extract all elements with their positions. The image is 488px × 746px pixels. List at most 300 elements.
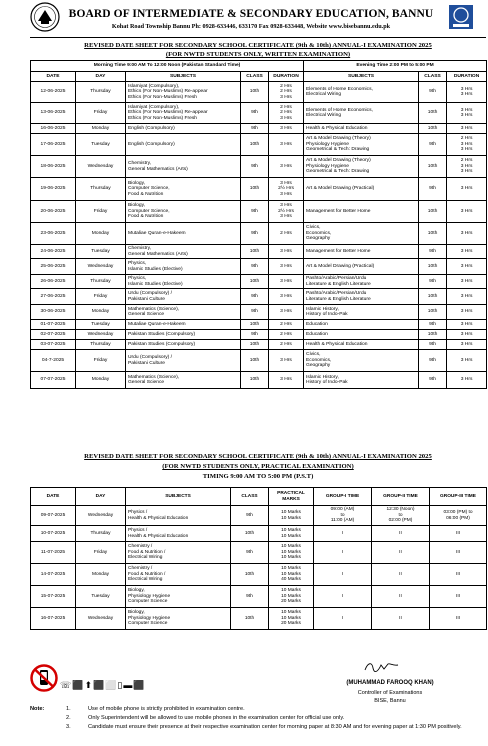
group-3-slot: III	[430, 542, 487, 564]
evening-duration	[447, 124, 487, 134]
no-mobile-phone-icon	[30, 664, 58, 692]
col-header: SUBJECTS	[304, 72, 419, 82]
practical-class: 10th	[231, 564, 269, 586]
morning-duration	[269, 350, 304, 372]
footer-icons	[30, 664, 146, 694]
group-2-time	[372, 506, 430, 526]
morning-subjects-line: General Mathematics (Arts)	[128, 251, 188, 257]
practical-marks	[269, 542, 314, 564]
exam-day: Monday	[76, 124, 126, 134]
evening-subjects-line: Geometrical & Tech: Drawing	[306, 169, 370, 175]
table-row	[31, 289, 487, 305]
table-row	[31, 320, 487, 330]
evening-subjects-line: History of Indo-Pak	[306, 380, 348, 385]
evening-subjects-line: Economics,	[306, 357, 332, 363]
practical-subjects	[126, 586, 231, 608]
morning-class: 10th	[241, 245, 269, 259]
table-header-row	[31, 72, 487, 82]
table-row	[31, 340, 487, 350]
evening-subjects-line: Health & Physical Education	[306, 341, 368, 347]
col-header: DATE	[31, 488, 76, 506]
morning-duration-line: 2½ Hrs	[278, 208, 294, 214]
practical-class: 10th	[231, 526, 269, 542]
practical-subtitle: (FOR NWTD STUDENTS ONLY, PRACTICAL EXAMINATION)	[162, 463, 354, 470]
evening-subjects	[304, 82, 419, 103]
table-row	[31, 259, 487, 275]
practical-class: 10th	[231, 608, 269, 630]
morning-duration-line: 3 Hrs	[280, 94, 292, 100]
col-header: CLASS	[419, 72, 447, 82]
evening-duration	[447, 372, 487, 389]
col-header: DURATION	[269, 72, 304, 82]
morning-duration-line: 3 Hrs	[280, 163, 292, 169]
morning-subjects	[126, 320, 241, 330]
evening-subjects-line: Management for Better Home	[306, 248, 371, 254]
evening-duration-line: 2 Hrs	[460, 136, 473, 142]
practical-subjects	[126, 542, 231, 564]
exam-date: 23-06-2025	[31, 223, 76, 245]
practical-marks-line: 40 Marks	[281, 577, 301, 583]
morning-duration	[269, 340, 304, 350]
practical-marks-line: 10 Marks	[281, 593, 301, 599]
evening-duration	[447, 223, 487, 245]
morning-subjects-line: Islamiyat (Compulsory),	[128, 104, 180, 110]
exam-day: Wednesday	[76, 330, 126, 340]
evening-subjects-line: Electrical Wiring	[306, 92, 342, 97]
evening-subjects-line: History of Indo-Pak	[306, 312, 348, 317]
col-header: DURATION	[447, 72, 487, 82]
evening-subjects-line: Physiology Hygiene	[306, 141, 349, 147]
table-row	[31, 330, 487, 340]
evening-duration-line: 3 Hrs	[460, 169, 473, 175]
evening-subjects-line: Health & Physical Education	[306, 125, 368, 131]
exam-date: 26-06-2025	[31, 275, 76, 289]
group-2-time-line: 12:30 (Noon)	[386, 507, 415, 513]
evening-duration	[447, 340, 487, 350]
controller-name: (MUHAMMAD FAROOQ KHAN)	[346, 680, 434, 686]
evening-subjects-line: Geometrical & Tech: Drawing	[306, 147, 370, 153]
evening-subjects-line: Civics,	[306, 225, 321, 231]
practical-marks-line: 10 Marks	[281, 555, 301, 561]
exam-date: 14-07-2025	[31, 564, 76, 586]
exam-date: 02-07-2025	[31, 330, 76, 340]
exam-date: 12-06-2025	[31, 82, 76, 103]
practical-subjects	[126, 526, 231, 542]
evening-subjects-line: Islamic History,	[306, 306, 339, 312]
exam-date: 24-06-2025	[31, 245, 76, 259]
morning-duration-line: 3 Hrs	[280, 357, 292, 363]
morning-subjects-line: Physics,	[128, 276, 147, 282]
morning-class: 9th	[241, 289, 269, 305]
morning-class: 10th	[241, 275, 269, 289]
morning-subjects-line: Islamic Studies (Elective)	[128, 281, 183, 287]
morning-duration	[269, 320, 304, 330]
evening-subjects-line: Elements of Home Economics,	[306, 107, 373, 113]
evening-subjects	[304, 350, 419, 372]
exam-day: Thursday	[76, 340, 126, 350]
morning-subjects-line: Pakistan Studies (Compulsory)	[128, 341, 196, 347]
morning-class: 9th	[241, 223, 269, 245]
exam-day: Monday	[76, 564, 126, 586]
morning-duration-line: 2 Hrs	[280, 89, 292, 95]
evening-subjects-line: Physiology Hygiene	[306, 163, 349, 169]
header-divider	[30, 37, 486, 38]
table-row	[31, 103, 487, 124]
morning-subjects-line: Food & Nutrition	[128, 191, 164, 197]
exam-date: 15-07-2025	[31, 586, 76, 608]
note-text: Candidate must ensure their presence at their respective examination center for morning paper at 8:30 AM and for evening paper at 1:30 PM positively.	[88, 724, 462, 730]
col-header: GROUP-II TIME	[372, 488, 430, 506]
evening-class: 9th	[419, 178, 447, 201]
group-2-time-line: 02:00 (PM)	[388, 518, 413, 524]
exam-date: 20-06-2025	[31, 201, 76, 223]
exam-day: Thursday	[76, 82, 126, 103]
board-logo-icon	[30, 2, 60, 32]
evening-duration-line: 3 Hrs	[460, 208, 473, 214]
table-row	[31, 124, 487, 134]
table-row	[31, 223, 487, 245]
morning-class: 9th	[241, 259, 269, 275]
morning-subjects	[126, 82, 241, 103]
col-header: GROUP-III TIME	[430, 488, 487, 506]
morning-subjects-line: Biology,	[128, 203, 146, 209]
group-1-time	[314, 506, 372, 526]
morning-subjects-line: Ethics (For Non-Muslims) Re-appear	[128, 89, 208, 95]
morning-duration	[269, 259, 304, 275]
evening-subjects	[304, 245, 419, 259]
morning-duration	[269, 134, 304, 156]
practical-subjects-line: Food & Nutrition /	[128, 549, 166, 555]
evening-class: 10th	[419, 223, 447, 245]
morning-class: 10th	[241, 82, 269, 103]
morning-subjects-line: Food & Nutrition	[128, 214, 164, 220]
morning-duration-line: 3 Hrs	[280, 263, 292, 269]
group-1-slot: I	[314, 608, 372, 630]
controller-board: BISE, Bannu	[374, 698, 406, 704]
morning-duration-line: 2 Hrs	[280, 110, 292, 116]
table-row	[31, 526, 487, 542]
exam-date: 04-7-2025	[31, 350, 76, 372]
practical-marks-line: 10 Marks	[281, 566, 301, 572]
morning-subjects-line: Computer Science,	[128, 208, 170, 214]
morning-class: 9th	[241, 156, 269, 178]
practical-marks-line: 20 Marks	[281, 599, 301, 605]
evening-duration-line: 3 Hrs	[460, 141, 473, 147]
evening-subjects-line: Islamic History,	[306, 374, 339, 380]
evening-subjects-line: Literature & English Literature	[306, 281, 371, 287]
exam-day: Tuesday	[76, 320, 126, 330]
morning-subjects	[126, 330, 241, 340]
evening-subjects-line: Electrical Wiring	[306, 113, 342, 118]
evening-duration	[447, 82, 487, 103]
evening-class: 10th	[419, 330, 447, 340]
practical-title: REVISED DATE SHEET FOR SECONDARY SCHOOL CERTIFICATE (9th & 10th) ANNUAL-I EXAMINATION 2025	[84, 453, 432, 460]
evening-duration	[447, 350, 487, 372]
practical-subjects-line: Physics /	[128, 510, 148, 516]
morning-subjects-line: Mathematics (Science),	[128, 306, 180, 312]
morning-subjects-line: Ethics (For Non-Muslims) Fresh	[128, 115, 198, 121]
morning-subjects-line: General Mathematics (Arts)	[128, 166, 188, 172]
evening-duration	[447, 201, 487, 223]
evening-class: 10th	[419, 289, 447, 305]
group-1-time-line: 11:00 (AM)	[330, 518, 355, 524]
morning-subjects-line: Mutaliae Quran-e-Hakeem	[128, 230, 186, 236]
evening-duration-line: 3 Hrs	[460, 86, 473, 92]
certification-logo-icon	[448, 4, 474, 30]
group-2-slot: II	[372, 586, 430, 608]
evening-subjects	[304, 320, 419, 330]
prohibited-items-symbols: ☏⬛⬆⬛⬜▯▬⬛	[60, 680, 146, 690]
evening-subjects	[304, 178, 419, 201]
practical-subjects-line: Health & Physical Education	[128, 533, 189, 539]
exam-day: Wednesday	[76, 156, 126, 178]
morning-subjects-line: Urdu (Compulsory) /	[128, 291, 173, 297]
morning-subjects	[126, 103, 241, 124]
evening-subjects	[304, 103, 419, 124]
evening-subjects	[304, 259, 419, 275]
evening-duration-line: 3 Hrs	[460, 230, 473, 236]
evening-duration-line: 3 Hrs	[460, 309, 473, 315]
morning-duration-line: 2 Hrs	[280, 83, 292, 89]
evening-subjects	[304, 223, 419, 245]
evening-duration-line: 3 Hrs	[460, 186, 473, 192]
table-row	[31, 156, 487, 178]
exam-day: Friday	[76, 542, 126, 564]
group-2-slot: II	[372, 526, 430, 542]
evening-subjects	[304, 134, 419, 156]
evening-duration-line: 3 Hrs	[460, 125, 473, 131]
evening-class: 10th	[419, 124, 447, 134]
evening-duration-line: 3 Hrs	[460, 248, 473, 254]
evening-subjects-line: Economics,	[306, 230, 332, 236]
group-1-slot: I	[314, 564, 372, 586]
practical-marks-line: 10 Marks	[281, 610, 301, 616]
exam-date: 27-06-2025	[31, 289, 76, 305]
morning-subjects-line: Pakistani Culture	[128, 360, 165, 366]
morning-duration-line: 3 Hrs	[280, 191, 292, 197]
morning-class: 9th	[241, 201, 269, 223]
group-1-time-line: to	[340, 512, 345, 518]
evening-duration	[447, 245, 487, 259]
table-row	[31, 564, 487, 586]
practical-timing: TIMING 9:00 AM TO 5:00 PM (P.S.T)	[202, 473, 314, 480]
practical-subjects-line: Physics /	[128, 528, 148, 534]
morning-subjects-line: General Science	[128, 312, 165, 317]
evening-duration	[447, 320, 487, 330]
morning-duration	[269, 82, 304, 103]
morning-class: 10th	[241, 320, 269, 330]
exam-day: Tuesday	[76, 586, 126, 608]
morning-subjects-line: Physics,	[128, 261, 147, 267]
exam-date: 16-06-2025	[31, 124, 76, 134]
morning-duration	[269, 103, 304, 124]
table-row	[31, 82, 487, 103]
exam-day: Tuesday	[76, 134, 126, 156]
morning-duration-line: 2 Hrs	[280, 341, 292, 347]
evening-subjects-line: Art & Model Drawing (Theory)	[306, 158, 371, 164]
morning-class: 10th	[241, 350, 269, 372]
evening-duration	[447, 178, 487, 201]
evening-duration	[447, 305, 487, 320]
practical-marks-line: 20 Marks	[281, 621, 301, 627]
evening-subjects	[304, 124, 419, 134]
practical-subjects-line: Biology,	[128, 588, 145, 594]
note-number: 3.	[66, 724, 71, 730]
controller-signature-icon	[362, 660, 402, 674]
col-header: CLASS	[241, 72, 269, 82]
evening-duration-line: 3 Hrs	[460, 147, 473, 153]
evening-subjects-line: Art & Model Drawing (Theory)	[306, 136, 371, 142]
morning-subjects	[126, 289, 241, 305]
morning-subjects	[126, 201, 241, 223]
note-text: Only Superintendent will be allowed to use mobile phones in the examination center for official use only.	[88, 715, 345, 721]
evening-class: 9th	[419, 245, 447, 259]
practical-class: 9th	[231, 542, 269, 564]
morning-duration	[269, 178, 304, 201]
practical-marks-line: 10 Marks	[281, 533, 301, 539]
exam-date: 09-07-2025	[31, 506, 76, 526]
practical-subjects	[126, 608, 231, 630]
exam-day: Monday	[76, 223, 126, 245]
group-3-time-line: 06:00 (PM)	[446, 515, 470, 521]
group-3-time	[430, 506, 487, 526]
practical-subjects-line: Computer Science	[128, 599, 168, 605]
col-header: SUBJECTS	[126, 72, 241, 82]
table-header-row	[31, 488, 487, 506]
evening-subjects	[304, 372, 419, 389]
evening-duration-line: 3 Hrs	[460, 263, 473, 269]
exam-day: Wednesday	[76, 506, 126, 526]
practical-marks	[269, 526, 314, 542]
evening-subjects-line: Management for Better Home	[306, 208, 371, 214]
morning-subjects-line: Urdu (Compulsory) /	[128, 355, 173, 361]
practical-subjects-line: Biology,	[128, 610, 145, 616]
evening-subjects	[304, 201, 419, 223]
evening-subjects-line: Literature & English Literature	[306, 296, 371, 302]
evening-class: 9th	[419, 320, 447, 330]
table-row	[31, 350, 487, 372]
morning-subjects-line: Ethics (For Non-Muslims) Re-appear	[128, 110, 208, 116]
col-header: DATE	[31, 72, 76, 82]
morning-subjects-line: Mutaliae Quran-e-Hakeem	[128, 321, 186, 327]
practical-marks	[269, 564, 314, 586]
morning-subjects	[126, 350, 241, 372]
col-header: SUBJECTS	[126, 488, 231, 506]
evening-duration-line: 3 Hrs	[460, 341, 473, 347]
morning-duration-line: 3 Hrs	[280, 278, 292, 284]
group-1-slot: I	[314, 526, 372, 542]
morning-subjects	[126, 259, 241, 275]
practical-subjects-line: Food & Nutrition /	[128, 571, 166, 577]
group-2-slot: II	[372, 608, 430, 630]
evening-duration	[447, 259, 487, 275]
group-1-slot: I	[314, 586, 372, 608]
exam-day: Monday	[76, 305, 126, 320]
evening-subjects	[304, 275, 419, 289]
morning-subjects-line: English (Compulsory)	[128, 141, 175, 147]
evening-duration-line: 3 Hrs	[460, 113, 473, 118]
group-3-slot: III	[430, 586, 487, 608]
exam-date: 13-06-2025	[31, 103, 76, 124]
morning-class: 10th	[241, 178, 269, 201]
morning-duration	[269, 223, 304, 245]
written-exam-table	[30, 60, 487, 389]
evening-subjects-line: Art & Model Drawing (Practical)	[306, 186, 375, 192]
evening-session-label: Evening Time 2:00 PM to 5:00 PM	[304, 61, 487, 72]
evening-subjects-line: Elements of Home Economics,	[306, 86, 373, 92]
evening-duration-line: 3 Hrs	[460, 377, 473, 383]
group-1-slot: I	[314, 542, 372, 564]
exam-day: Friday	[76, 201, 126, 223]
practical-marks-line: 10 Marks	[281, 544, 301, 550]
morning-class: 9th	[241, 103, 269, 124]
morning-subjects	[126, 275, 241, 289]
practical-marks-line: 10 Marks	[281, 588, 301, 594]
table-row	[31, 134, 487, 156]
exam-day: Friday	[76, 350, 126, 372]
practical-subjects-line: Electrical Wiring	[128, 577, 163, 583]
note-number: 1.	[66, 706, 71, 712]
exam-day: Wednesday	[76, 608, 126, 630]
practical-subjects-line: Health & Physical Education	[128, 515, 189, 521]
exam-day: Thursday	[76, 526, 126, 542]
evening-subjects-line: Geography	[306, 363, 331, 369]
exam-date: 11-07-2025	[31, 542, 76, 564]
morning-subjects	[126, 340, 241, 350]
morning-subjects-line: Computer Science,	[128, 186, 170, 192]
exam-date: 19-06-2025	[31, 178, 76, 201]
morning-class: 9th	[241, 124, 269, 134]
evening-duration	[447, 134, 487, 156]
evening-subjects-line: Art & Model Drawing (Practical)	[306, 263, 375, 269]
morning-duration-line: 3 Hrs	[280, 141, 292, 147]
group-2-time-line: to	[398, 512, 403, 518]
practical-exam-table	[30, 487, 487, 630]
practical-marks-line: 10 Marks	[281, 528, 301, 534]
exam-date: 18-06-2025	[31, 156, 76, 178]
practical-subjects-line: Computer Science	[128, 621, 168, 627]
evening-class: 10th	[419, 201, 447, 223]
col-header: CLASS	[231, 488, 269, 506]
evening-duration-line: 2 Hrs	[460, 158, 473, 164]
morning-duration	[269, 275, 304, 289]
evening-class: 9th	[419, 82, 447, 103]
col-header: DAY	[76, 72, 126, 82]
group-3-slot: III	[430, 526, 487, 542]
evening-class: 9th	[419, 275, 447, 289]
morning-duration-line: 2 Hrs	[280, 230, 292, 236]
morning-duration-line: 3 Hrs	[280, 377, 292, 383]
evening-duration-line: 3 Hrs	[460, 293, 473, 299]
practical-subjects	[126, 564, 231, 586]
table-row	[31, 245, 487, 259]
table-row	[31, 178, 487, 201]
evening-duration-line: 3 Hrs	[460, 107, 473, 113]
morning-subjects	[126, 156, 241, 178]
notes-label: Note:	[30, 706, 45, 712]
practical-subjects-line: Electrical Wiring	[128, 555, 163, 561]
theory-subtitle: (FOR NWTD STUDENTS ONLY, WRITTEN EXAMINATION)	[165, 51, 351, 58]
exam-date: 16-07-2025	[31, 608, 76, 630]
table-row	[31, 506, 487, 526]
morning-duration-line: 3 Hrs	[280, 115, 292, 121]
exam-day: Friday	[76, 289, 126, 305]
morning-subjects	[126, 245, 241, 259]
morning-duration-line: 2 Hrs	[280, 331, 292, 337]
morning-subjects-line: Mathematics (Science),	[128, 374, 180, 380]
practical-marks	[269, 608, 314, 630]
evening-duration-line: 3 Hrs	[460, 163, 473, 169]
